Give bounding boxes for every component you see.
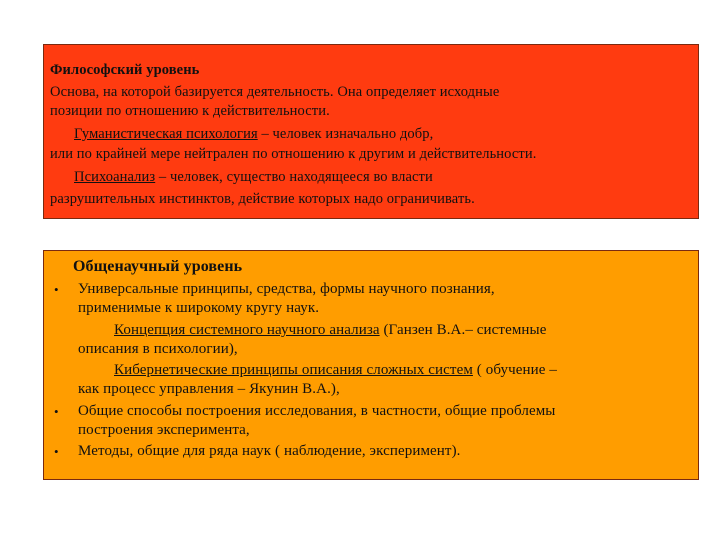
philosophical-text-line: или по крайней мере нейтрален по отношению к другим и действительности. (50, 146, 537, 162)
list-item-line: построения эксперимента, (78, 422, 250, 438)
philosophical-level-title: Философский уровень (50, 62, 200, 78)
general-scientific-level-box (43, 250, 699, 480)
systems-analysis-reference: (Ганзен В.А.– системные (379, 322, 547, 338)
list-item-line: как процесс управления – Якунин В.А.), (78, 381, 340, 397)
list-item-line: Общие способы построения исследования, в частности, общие проблемы (78, 403, 556, 419)
systems-analysis-line (114, 321, 547, 340)
psychoanalysis-description: – человек, существо находящееся во власти (155, 169, 433, 185)
philosophical-text-line: Основа, на которой базируется деятельность. Она определяет исходные (50, 84, 500, 100)
philosophical-level-box (43, 44, 699, 219)
psychoanalysis-term: Психоанализ (74, 169, 156, 185)
humanistic-psychology-description: – человек изначально добр, (257, 126, 434, 142)
humanistic-psychology-term: Гуманистическая психология (74, 126, 258, 142)
philosophical-text-line: позиции по отношению к действительности. (50, 103, 330, 119)
bullet-icon: • (54, 444, 59, 459)
cybernetic-principles-line (114, 361, 557, 380)
systems-analysis-term: Концепция системного научного анализа (114, 322, 380, 338)
bullet-icon: • (54, 282, 59, 297)
psychoanalysis-line (74, 168, 433, 187)
list-item-line: описания в психологии), (78, 341, 238, 357)
list-item-line: Универсальные принципы, средства, формы научного познания, (78, 281, 495, 297)
humanistic-psychology-line (74, 125, 433, 144)
list-item-line: применимые к широкому кругу наук. (78, 300, 320, 316)
cybernetic-principles-description: ( обучение – (472, 362, 557, 378)
list-item-line: Методы, общие для ряда наук ( наблюдение, эксперимент). (78, 443, 461, 459)
bullet-icon: • (54, 404, 59, 419)
general-scientific-level-title: Общенаучный уровень (73, 258, 243, 275)
cybernetic-principles-term: Кибернетические принципы описания сложных систем (114, 362, 473, 378)
philosophical-text-line: разрушительных инстинктов, действие которых надо ограничивать. (50, 191, 475, 207)
